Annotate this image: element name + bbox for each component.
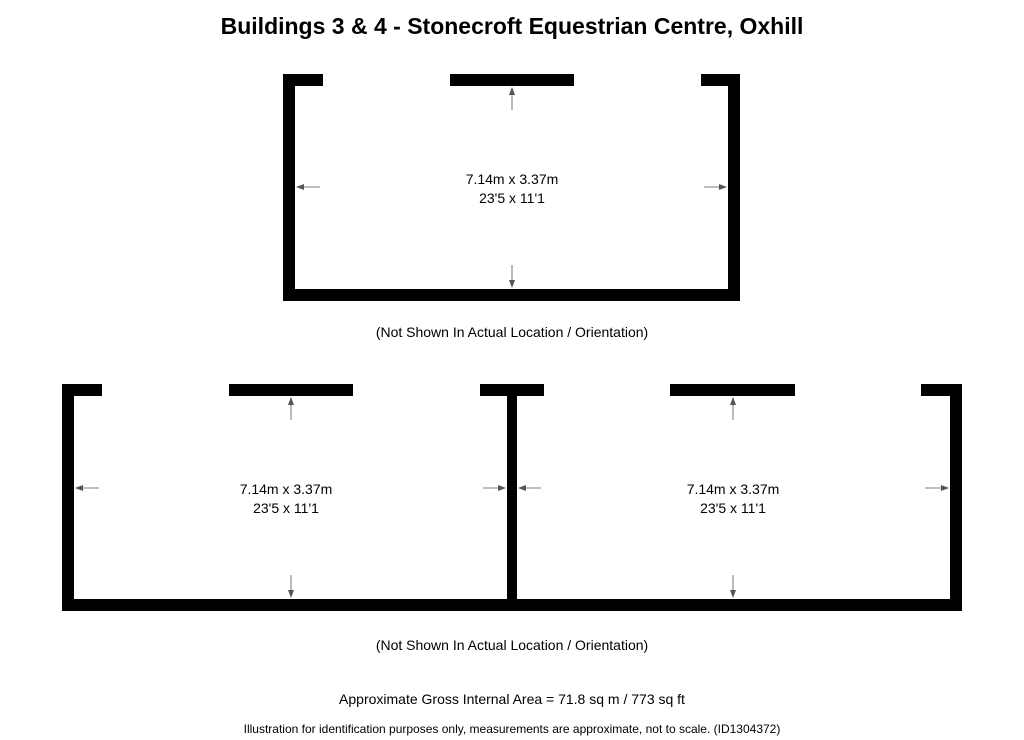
disclaimer-note: Illustration for identification purposes only, measurements are approximate, not to scale. (ID1304372)	[243, 722, 781, 736]
wall-segment	[950, 384, 962, 611]
wall-segment	[62, 599, 962, 611]
room-dimension-metric: 7.14m x 3.37m	[239, 481, 333, 497]
wall-segment	[62, 384, 74, 611]
orientation-note: (Not Shown In Actual Location / Orientation)	[375, 324, 649, 340]
wall-segment	[507, 384, 517, 611]
wall-segment	[728, 74, 740, 301]
room-dimension-metric: 7.14m x 3.37m	[686, 481, 780, 497]
plan-title: Buildings 3 & 4 - Stonecroft Equestrian Centre, Oxhill	[220, 13, 804, 39]
dimension-arrows	[297, 88, 726, 287]
room-dimension-imperial: 23'5 x 11'1	[479, 190, 545, 206]
room-dimension-imperial: 23'5 x 11'1	[700, 500, 766, 516]
building-bottom	[62, 384, 962, 611]
room-dimension-metric: 7.14m x 3.37m	[465, 171, 559, 187]
gross-internal-area: Approximate Gross Internal Area = 71.8 sq m / 773 sq ft	[339, 691, 685, 707]
building-top	[283, 74, 740, 301]
building-top-walls	[283, 74, 740, 301]
building-bottom-walls	[62, 384, 962, 611]
wall-segment	[229, 384, 353, 396]
wall-segment	[670, 384, 795, 396]
orientation-note: (Not Shown In Actual Location / Orientation)	[375, 637, 649, 653]
wall-segment	[283, 74, 295, 301]
wall-segment	[283, 289, 740, 301]
room-dimension-imperial: 23'5 x 11'1	[253, 500, 319, 516]
wall-segment	[450, 74, 574, 86]
